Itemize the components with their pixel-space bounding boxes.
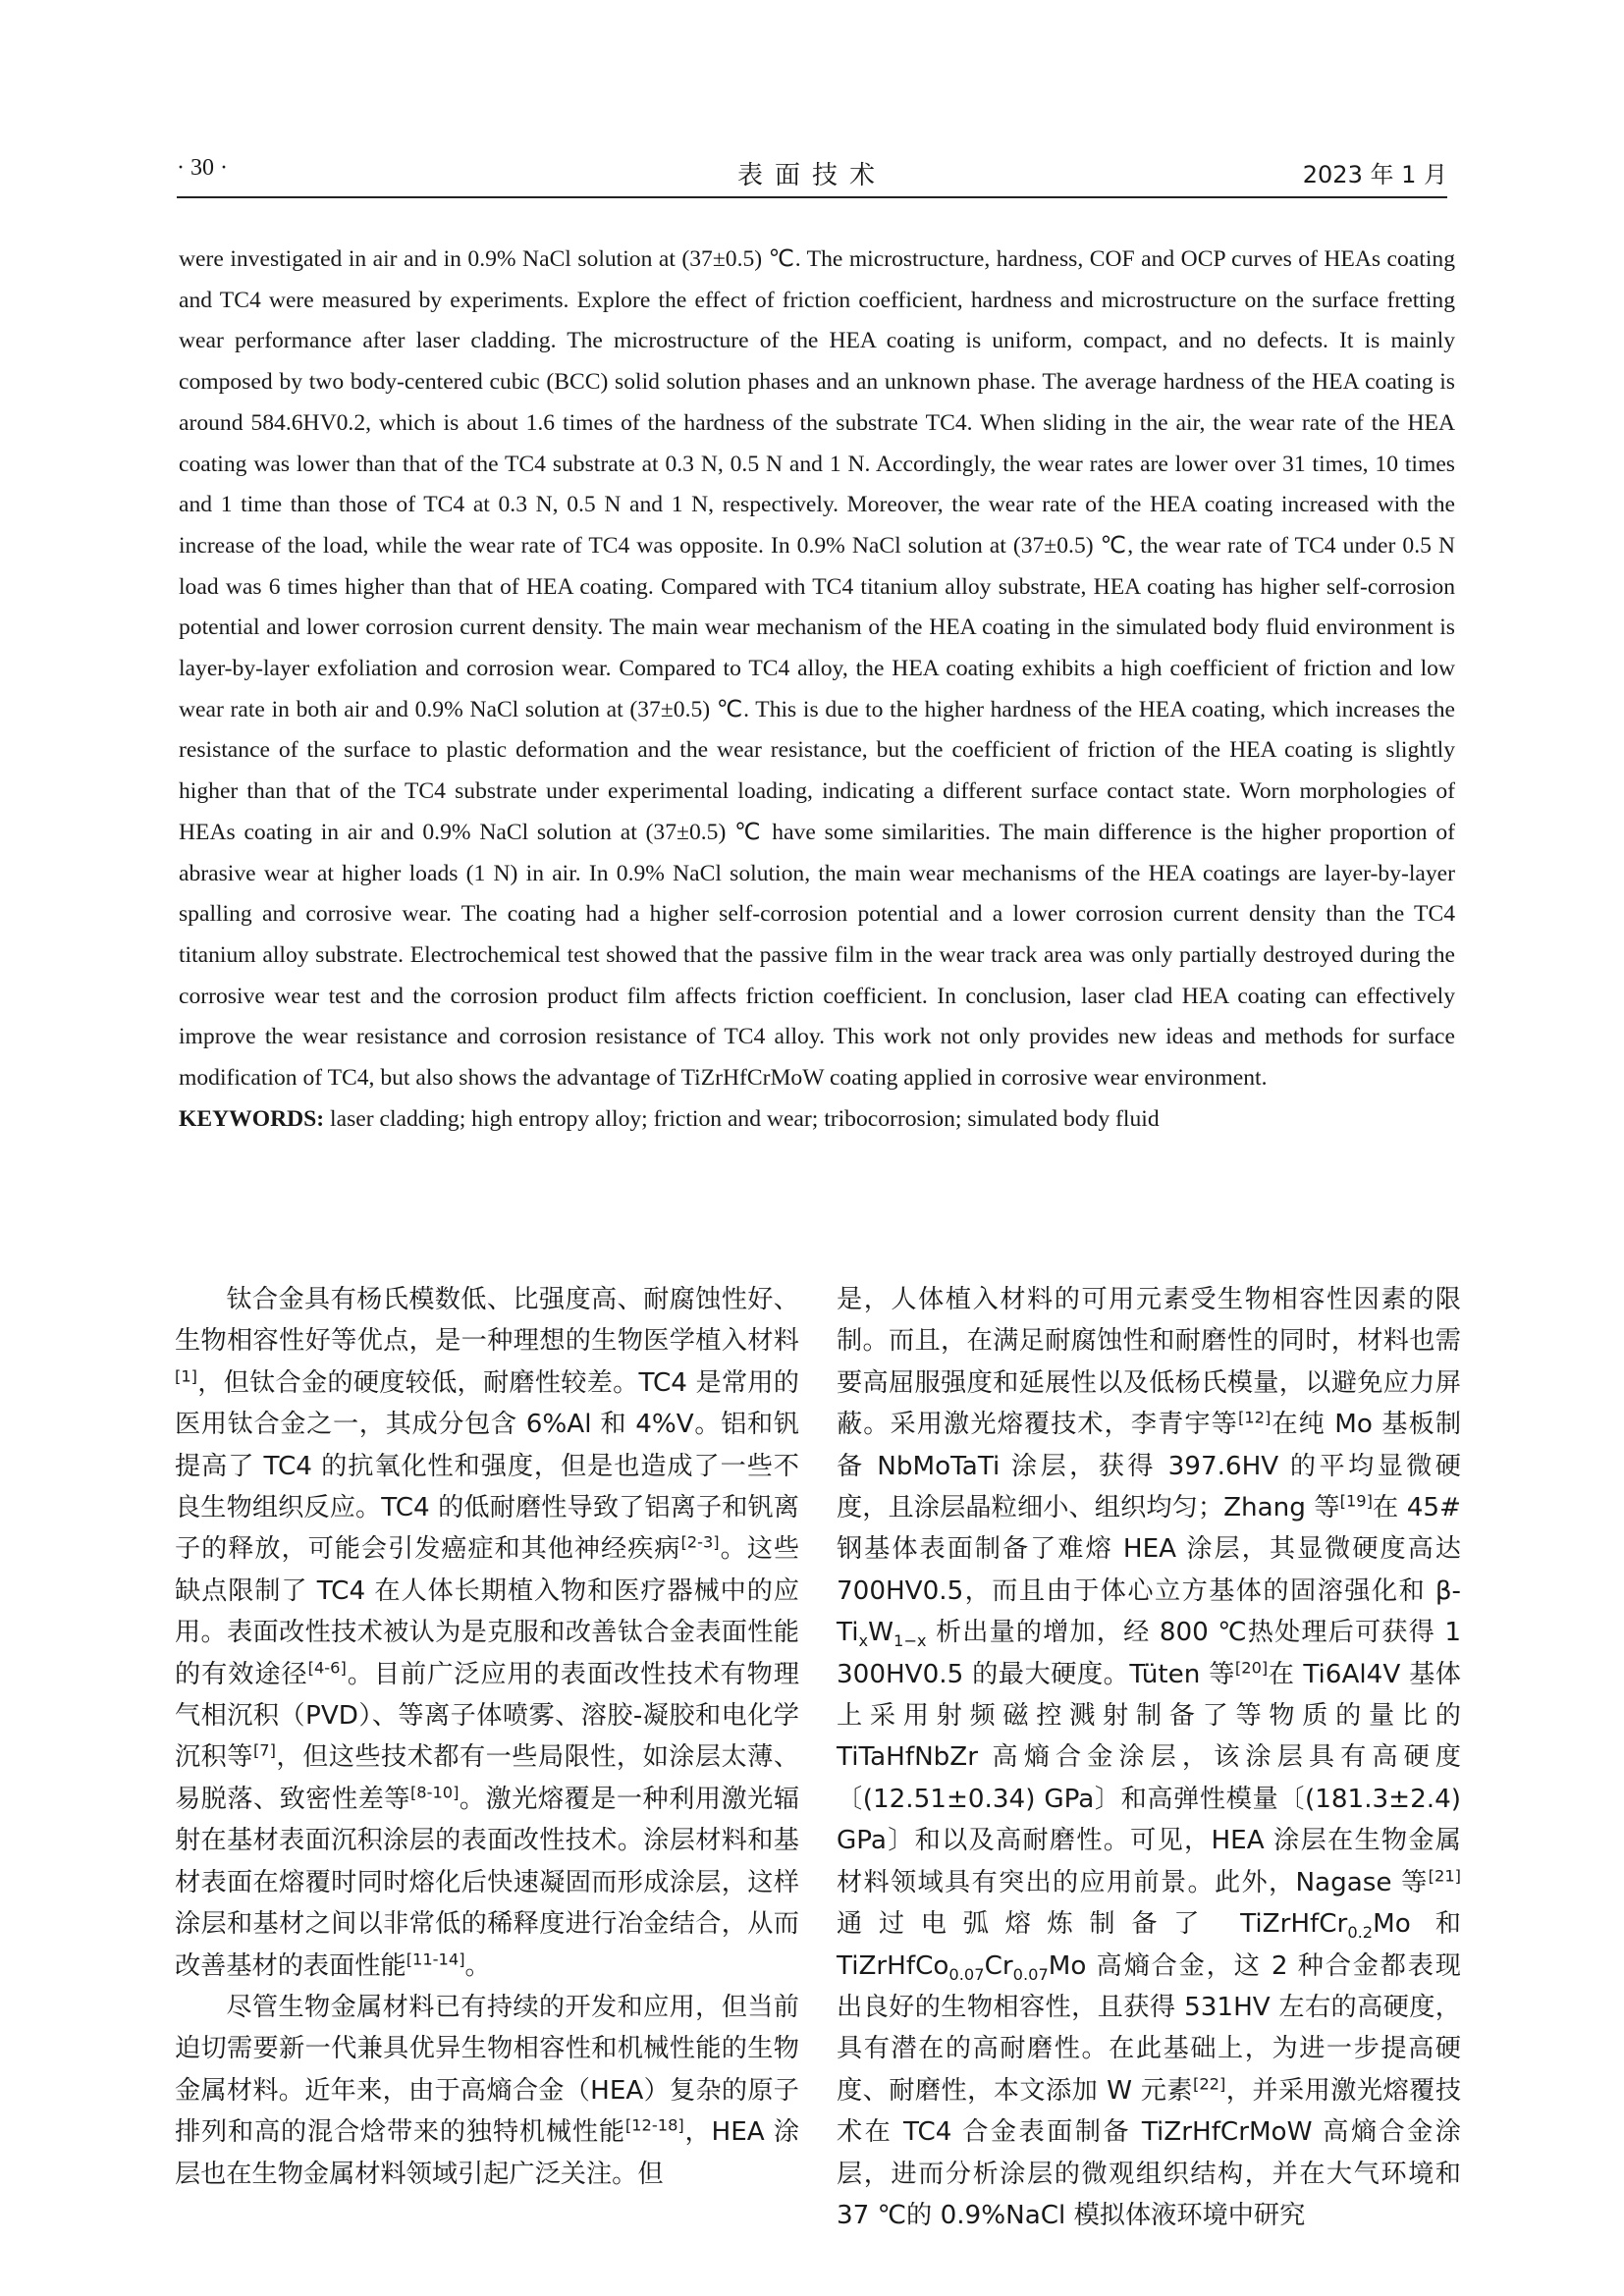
- citation-ref: [4-6]: [307, 1657, 347, 1677]
- abstract-text: were investigated in air and in 0.9% NaCl solution at (37±0.5) ℃. The microstructure, hardness, COF and OCP curves of HEAs coating and TC4 were measured by experiments. Explore the effect of friction coefficient, hardness and microstructure on the surface fretting wear performance after laser cladding. The microstructure of the HEA coating is uniform, compact, and no defects. It is mainly composed by two body-centered cubic (BCC) solid solution phases and an unknown phase. The average hardness of the HEA coating is around 584.6HV0.2, which is about 1.6 times of the hardness of the substrate TC4. When sliding in the air, the wear rate of the HEA coating was lower than that of the TC4 substrate at 0.3 N, 0.5 N and 1 N. Accordingly, the wear rates are lower over 31 times, 10 times and 1 time than those of TC4 at 0.3 N, 0.5 N and 1 N, respectively. Moreover, the wear rate of the HEA coating increased with the increase of the load, while the wear rate of TC4 was opposite. In 0.9% NaCl solution at (37±0.5) ℃, the wear rate of TC4 under 0.5 N load was 6 times higher than that of HEA coating. Compared with TC4 titanium alloy substrate, HEA coating has higher self-corrosion potential and lower corrosion current density. The main wear mechanism of the HEA coating in the simulated body fluid environment is layer-by-layer exfoliation and corrosion wear. Compared to TC4 alloy, the HEA coating exhibits a high coefficient of friction and low wear rate in both air and 0.9% NaCl solution at (37±0.5) ℃. This is due to the higher hardness of the HEA coating, which increases the resistance of the surface to plastic deformation and the wear resistance, but the coefficient of friction of the HEA coating is slightly higher than that of the TC4 substrate under experimental loading, indicating a different surface contact state. Worn morphologies of HEAs coating in air and 0.9% NaCl solution at (37±0.5) ℃ have some similarities. The main difference is the higher proportion of abrasive wear at higher loads (1 N) in air. In 0.9% NaCl solution, the main wear mechanisms of the HEA coatings are layer-by-layer spalling and corrosive wear. The coating had a higher self-corrosion potential and a lower corrosion current density than the TC4 titanium alloy substrate. Electrochemical test showed that the passive film in the wear track area was only partially destroyed during the corrosive wear test and the corrosion product film affects friction coefficient. In conclusion, laser clad HEA coating can effectively improve the wear resistance and corrosion resistance of TC4 alloy. This work not only provides new ideas and methods for surface modification of TC4, but also shows the advantage of TiZrHfCrMoW coating applied in corrosive wear environment.: [179, 246, 1455, 1092]
- paragraph-intro: 钛合金具有杨氏模数低、比强度高、耐腐蚀性好、生物相容性好等优点，是一种理想的生物医学植入材料[1]，但钛合金的硬度较低，耐磨性较差。TC4 是常用的医用钛合金之一，其成分包含 6%Al 和 4%V。铝和钒提高了 TC4 的抗氧化性和强度，但是也造成了一些不良生物组织反应。TC4 的低耐磨性导致了铝离子和钒离子的释放，可能会引发癌症和其他神经疾病[2-3]。这些缺点限制了 TC4 在人体长期植入物和医疗器械中的应用。表面改性技术被认为是克服和改善钛合金表面性能的有效途径[4-6]。目前广泛应用的表面改性技术有物理气相沉积（PVD）、等离子体喷雾、溶胶-凝胶和电化学沉积等[7]，但这些技术都有一些局限性，如涂层太薄、易脱落、致密性差等[8-10]。激光熔覆是一种利用激光辐射在基材表面沉积涂层的表面改性技术。涂层材料和基材表面在熔覆时同时熔化后快速凝固而形成涂层，这样涂层和基材之间以非常低的稀释度进行冶金结合，从而改善基材的表面性能[11-14]。: [175, 1285, 800, 1981]
- journal-title: 表面技术: [736, 161, 887, 190]
- issue-date: 2023 年 1 月: [1302, 161, 1447, 188]
- header-rule: [177, 196, 1447, 198]
- subscript: 0.07: [1012, 1964, 1049, 1984]
- citation-ref: [12-18]: [624, 2115, 684, 2135]
- paragraph-hea-coatings: 是，人体植入材料的可用元素受生物相容性因素的限制。而且，在满足耐腐蚀性和耐磨性的同时，材料也需要高屈服强度和延展性以及低杨氏模量，以避免应力屏蔽。采用激光熔覆技术，李青宇等[12]在纯 Mo 基板制备 NbMoTaTi 涂层，获得 397.6HV 的平均显微硬度，且涂层晶粒细小、组织均匀；Zhang 等[19]在 45# 钢基体表面制备了难熔 HEA 涂层，其显微硬度高达 700HV0.5，而且由于体心立方基体的固溶强化和 $\beta-Ti_xW_{1-x}$ 析出量的增加，经 800 ℃热处理后可获得 1 300HV0.5 的最大硬度。Tüten 等[20]在 Ti6Al4V 基体上采用射频磁控溅射制备了等物质的量比的 TiTaHfNbZr 高熵合金涂层，该涂层具有高硬度〔(12.51±0.34) GPa〕和高弹性模量〔(181.3±2.4) GPa〕和以及高耐磨性。可见，HEA 涂层在生物金属材料领域具有突出的应用前景。此外，Nagase 等[21]通过电弧熔炼制备了 TiZrHfCr$_{0.2}$Mo 和 $TiZrHfCo_{0.07}Cr_{0.07}Mo$ 高熵合金，这 2 种合金都表现出良好的生物相容性，且获得 531HV 左右的高硬度，具有潜在的高耐磨性。在此基础上，为进一步提高硬度、耐磨性，本文添加 W 元素[22]，并采用激光熔覆技术在 TC4 合金表面制备 TiZrHfCrMoW 高熵合金涂层，进而分析涂层的微观组织结构，并在大气环境和 37 ℃的 0.9%NaCl 模拟体液环境中研究: [837, 1285, 1462, 2230]
- citation-ref: [12]: [1237, 1408, 1272, 1427]
- keywords-label: KEYWORDS:: [179, 1105, 325, 1132]
- citation-ref: [22]: [1193, 2073, 1226, 2093]
- citation-ref: [8-10]: [409, 1783, 460, 1802]
- subscript: x: [858, 1631, 869, 1651]
- left-column: [175, 1279, 799, 2195]
- paragraph-hea-background: 尽管生物金属材料已有持续的开发和应用，但当前迫切需要新一代兼具优异生物相容性和机械性能的生物金属材料。近年来，由于高熵合金（HEA）复杂的原子排列和高的混合焓带来的独特机械性能[12-18]，HEA 涂层也在生物金属材料领域引起广泛关注。但: [175, 1992, 800, 2189]
- body-text: [175, 1279, 1462, 2230]
- citation-ref: [1]: [175, 1366, 197, 1386]
- keywords-text: laser cladding; high entropy alloy; friction and wear; tribocorrosion; simulated body fluid: [324, 1105, 1160, 1132]
- subscript: 0.07: [948, 1964, 985, 1984]
- english-abstract: [179, 240, 1455, 1140]
- right-column: [837, 1279, 1461, 2236]
- citation-ref: [11-14]: [406, 1949, 465, 1968]
- citation-ref: [21]: [1428, 1865, 1461, 1885]
- citation-ref: [19]: [1339, 1491, 1373, 1511]
- subscript: 0.2: [1347, 1923, 1374, 1943]
- citation-ref: [20]: [1234, 1657, 1269, 1677]
- page-number: · 30 ·: [177, 155, 228, 181]
- keywords-line: [179, 1099, 1455, 1141]
- running-header: [177, 155, 1447, 194]
- subscript: 1−x: [893, 1631, 927, 1651]
- citation-ref: [2-3]: [680, 1532, 720, 1552]
- citation-ref: [7]: [252, 1740, 276, 1760]
